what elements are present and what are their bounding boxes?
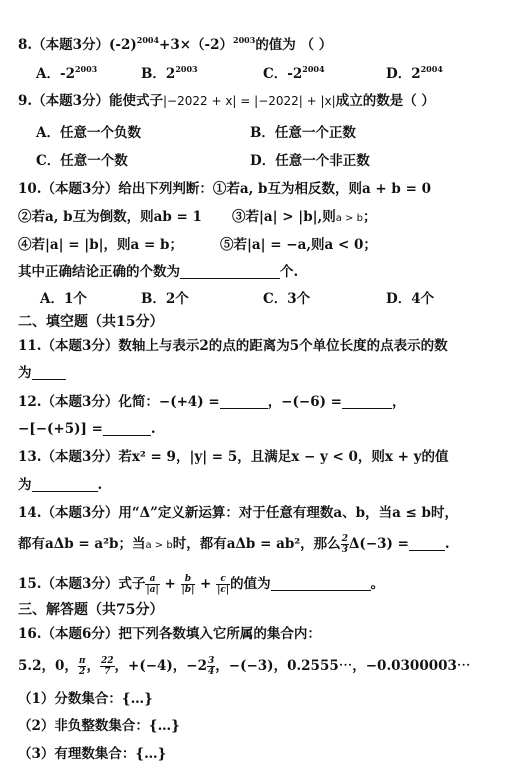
q16-stem: 16.（本题6分）把下列各数填入它所属的集合内： — [18, 626, 321, 642]
q9-formula: |−2022 + x| = |−2022| + |x| — [163, 94, 336, 108]
q11-answer-line: 为 — [18, 364, 66, 382]
section-2-heading: 二、填空题（共15分） — [18, 314, 164, 330]
q15-answer-blank[interactable] — [271, 576, 371, 591]
q12-blank-3[interactable] — [103, 421, 151, 436]
q10-statement-5: ⑤若|a| = −a,则a < 0； — [220, 237, 377, 253]
q9-option-d[interactable]: D．任意一个非正数 — [250, 153, 370, 169]
q8-stem: 8.（本题3分）$(-2)^{2004}+3\times(-2)^{2003}$的值为 （ ） — [18, 35, 333, 53]
q10-stem: 10.（本题3分）给出下列判断：①若a, b互为相反数，则a + b = 0 — [18, 181, 431, 197]
q12-stem: 12.（本题3分）化简：−(+4) = ，−(−6) = ， — [18, 394, 406, 410]
q13-stem: 13.（本题3分）若x² = 9，|y| = 5，且满足x − y < 0，则x + y的值 — [18, 449, 449, 465]
q16-numbers: 5.2，0， $\frac{\pi}{2}$ ， $\frac{22}{7}$ ，+(−4)，−2 $\frac{3}{4}$ ，−(−3)，0.2555⋯，−0.0300003⋯ — [18, 656, 471, 677]
q16-set-fractions[interactable]: （1）分数集合：{…} — [18, 691, 153, 707]
q8-option-d[interactable]: D．$2^{2004}$ — [386, 64, 443, 82]
q10-statement-4: ④若|a| = |b|，则a = b； — [18, 237, 183, 253]
q9-option-c[interactable]: C．任意一个数 — [36, 153, 128, 169]
q10-statement-3: ③若|a| > |b|,则a > b； — [232, 209, 377, 225]
q8-option-a[interactable]: A．$-2^{2003}$ — [36, 64, 98, 82]
q14-answer-blank[interactable] — [409, 536, 445, 551]
q8-option-c[interactable]: C．$-2^{2004}$ — [263, 64, 325, 82]
q10-option-d[interactable]: D．4个 — [386, 291, 435, 307]
q12-blank-2[interactable] — [342, 394, 392, 409]
q12-line-2: −[−(+5)] = . — [18, 421, 156, 437]
q11-stem: 11.（本题3分）数轴上与表示2的点的距离为5个单位长度的点表示的数 — [18, 338, 448, 354]
q10-answer-blank[interactable] — [180, 264, 280, 279]
q13-answer-blank[interactable] — [32, 477, 98, 492]
q10-statement-2: ②若a, b互为倒数，则ab = 1 — [18, 209, 202, 225]
q9-option-b[interactable]: B．任意一个正数 — [250, 125, 356, 141]
q8-option-b[interactable]: B．$2^{2003}$ — [141, 64, 198, 82]
q13-answer-line: 为 . — [18, 477, 103, 493]
q10-option-a[interactable]: A．1个 — [40, 291, 87, 307]
q15-stem: 15.（本题3分）式子 $\frac{a}{|a|}$ + $\frac{b}{|b|}$ + $\frac{c}{|c|}$ 的值为 。 — [18, 574, 385, 595]
q16-set-rationals[interactable]: （3）有理数集合：{…} — [18, 746, 167, 762]
q9-stem: 9.（本题3分）能使式子|−2022 + x| = |−2022| + |x|成立的数是（ ） — [18, 93, 435, 109]
q14-stem: 14.（本题3分）用“Δ”定义新运算：对于任意有理数a、b，当a ≤ b时， — [18, 505, 458, 521]
section-3-heading: 三、解答题（共75分） — [18, 602, 164, 618]
q12-blank-1[interactable] — [220, 394, 268, 409]
q10-question: 其中正确结论正确的个数为 个. — [18, 264, 299, 280]
q9-option-a[interactable]: A．任意一个负数 — [36, 125, 141, 141]
q10-option-b[interactable]: B．2个 — [141, 291, 189, 307]
q11-answer-blank[interactable] — [32, 365, 66, 380]
q10-option-c[interactable]: C．3个 — [263, 291, 311, 307]
q14-line-2: 都有aΔb = a²b；当a > b时，都有aΔb = ab²，那么 $\frac{2}{3}$ Δ(−3) = . — [18, 534, 450, 555]
q16-set-nonneg-integers[interactable]: （2）非负整数集合：{…} — [18, 718, 180, 734]
